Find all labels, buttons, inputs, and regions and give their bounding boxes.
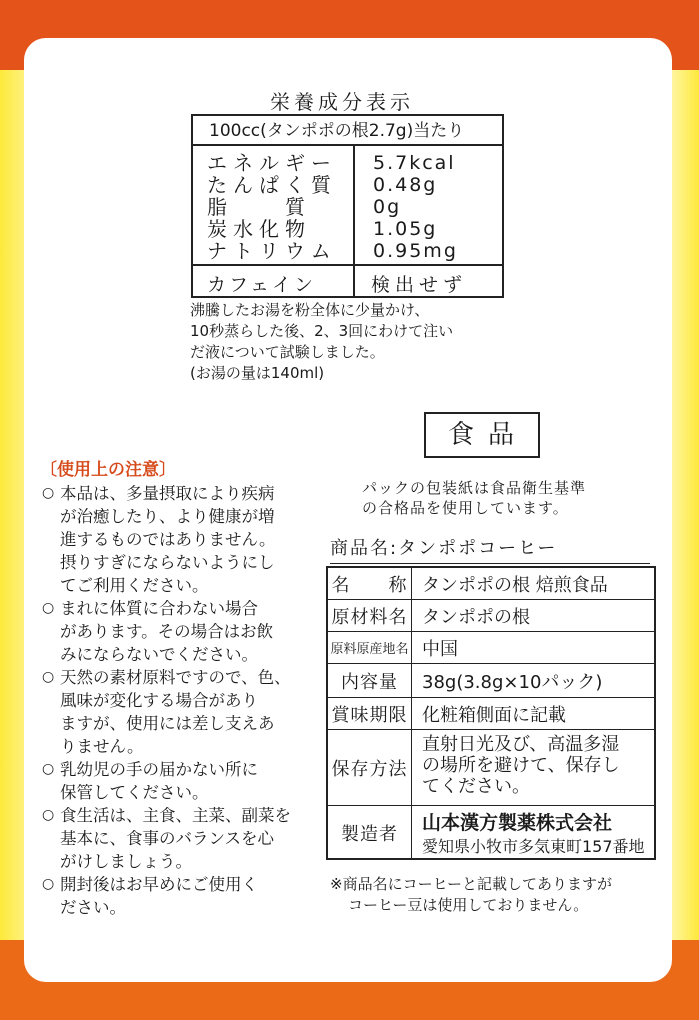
nutrient-value: 0.95mg <box>373 240 458 262</box>
row-value: 38g(3.8g×10パック) <box>422 671 603 693</box>
nutrient-name: エネルギー <box>207 151 337 175</box>
circle-bullet-icon: ○ <box>42 761 55 777</box>
caution-line: まれに体質に合わない場合 <box>60 599 258 618</box>
row-value: 中国 <box>422 638 458 660</box>
nutrient-value: 1.05g <box>373 218 438 240</box>
note-line: パックの包装紙は食品衛生基準 <box>362 479 587 497</box>
product-info-table <box>326 566 656 860</box>
nutrition-table <box>191 114 504 298</box>
caution-line: 天然の素材原料ですので、色、 <box>60 668 291 687</box>
storage-line: の場所を避けて、保存し <box>422 755 620 776</box>
table-row <box>328 632 654 664</box>
product-name-row: 商品名:タンポポコーヒー <box>330 536 650 564</box>
circle-bullet-icon: ○ <box>42 485 55 501</box>
caution-line: てご利用ください。 <box>60 576 209 595</box>
table-row <box>328 600 654 632</box>
nutrition-title: 栄養成分表示 <box>270 90 414 114</box>
caution-line: みにならないでください。 <box>60 645 258 664</box>
caution-line: 乳幼児の手の届かない所に <box>60 760 258 779</box>
row-label: 製造者 <box>328 806 412 860</box>
row-value: タンポポの根 焙煎食品 <box>422 574 608 596</box>
maker-address: 愛知県小牧市多気東町157番地 <box>422 837 645 856</box>
note-line: (お湯の量は140ml) <box>190 364 325 382</box>
nutrient-name: 脂 質 <box>207 195 311 219</box>
nutrient-name: ナトリウム <box>207 239 337 263</box>
nutrition-separator <box>193 264 502 266</box>
caution-line: があります。その場合はお飲 <box>60 622 274 641</box>
table-row <box>328 806 654 860</box>
food-category-box: 食品 <box>424 412 540 458</box>
maker-name: 山本漢方製薬株式会社 <box>422 812 613 834</box>
caution-line: 保管してください。 <box>60 783 209 802</box>
list-item <box>42 597 312 666</box>
list-item <box>42 804 312 873</box>
footnote <box>330 874 670 916</box>
nutrient-name: たんぱく質 <box>207 173 337 197</box>
row-value: 化粧箱側面に記載 <box>422 704 566 726</box>
nutrition-column-divider <box>353 146 355 298</box>
note-line: の合格品を使用しています。 <box>362 499 569 517</box>
list-item <box>42 873 312 919</box>
caffeine-value: 検出せず <box>371 274 468 296</box>
caution-line: 本品は、多量摂取により疾病 <box>60 484 275 503</box>
list-item <box>42 482 312 597</box>
caution-line: 風味が変化する場合があり <box>60 691 258 710</box>
packaging-note <box>362 478 642 518</box>
row-label: 保存方法 <box>328 730 412 805</box>
caution-line: がけしましょう。 <box>60 852 192 871</box>
table-row <box>328 730 654 806</box>
circle-bullet-icon: ○ <box>42 669 55 685</box>
nutrient-name: 炭水化物 <box>207 217 311 241</box>
table-row <box>328 664 654 698</box>
circle-bullet-icon: ○ <box>42 876 55 892</box>
row-value: タンポポの根 <box>422 606 530 628</box>
row-value <box>422 806 648 860</box>
circle-bullet-icon: ○ <box>42 600 55 616</box>
caution-line: 基本に、食事のバランスを心 <box>60 829 275 848</box>
nutrition-test-note <box>190 300 520 384</box>
row-value <box>422 730 648 805</box>
caution-line: が治癒したり、より健康が増 <box>60 507 275 526</box>
table-row <box>328 698 654 730</box>
circle-bullet-icon: ○ <box>42 807 55 823</box>
note-line: ※商品名にコーヒーと記載してありますが <box>330 875 612 893</box>
caution-line: ますが、使用には差し支えあ <box>60 714 275 733</box>
caffeine-name: カフェイン <box>207 274 317 296</box>
note-line: コーヒー豆は使用しておりません。 <box>348 896 589 914</box>
row-label: 原材料名 <box>328 600 412 631</box>
row-label: 賞味期限 <box>328 698 412 729</box>
caution-title: 〔使用上の注意〕 <box>40 460 176 480</box>
nutrition-basis: 100cc(タンポポの根2.7g)当たり <box>193 116 502 146</box>
note-line: 10秒蒸らした後、2、3回にわけて注い <box>190 322 454 340</box>
caution-line: 食生活は、主食、主菜、副菜を <box>60 806 291 825</box>
row-label: 名 称 <box>328 568 412 599</box>
caution-line: りません。 <box>60 737 144 756</box>
note-line: 沸騰したお湯を粉全体に少量かけ、 <box>190 301 430 319</box>
row-label: 原料原産地名 <box>328 632 412 663</box>
caution-line: 摂りすぎにならないようにし <box>60 553 275 572</box>
row-label: 内容量 <box>328 664 412 697</box>
list-item <box>42 666 312 758</box>
nutrient-value: 0g <box>373 196 402 218</box>
storage-line: 直射日光及び、高温多湿 <box>422 734 620 755</box>
nutrient-value: 0.48g <box>373 174 438 196</box>
caution-line: 開封後はお早めにご使用く <box>60 875 258 894</box>
caution-list <box>42 482 312 919</box>
note-line: だ液について試験しました。 <box>190 343 385 361</box>
table-row <box>328 568 654 600</box>
list-item <box>42 758 312 804</box>
caution-line: ださい。 <box>60 898 126 917</box>
storage-line: てください。 <box>422 776 530 797</box>
caution-line: 進するものではありません。 <box>60 530 276 549</box>
nutrient-value: 5.7kcal <box>373 152 456 174</box>
